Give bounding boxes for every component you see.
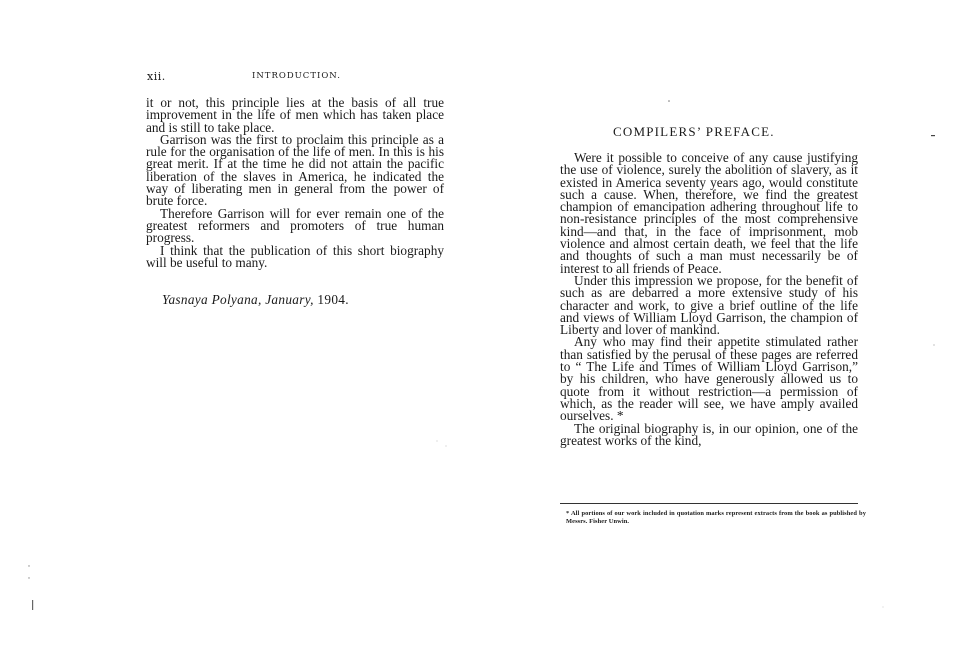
left-body-text xyxy=(146,97,444,269)
running-head-title: INTRODUCTION. xyxy=(252,71,341,81)
footnote: * All portions of our work included in quotation marks represent extracts from the book as published by Messrs. Fisher Unwin. xyxy=(566,510,866,525)
paragraph: Garrison was the first to proclaim this principle as a rule for the organisation of the life of men. In this is his great merit. If at the time he did not attain the pacific liberation of the slaves in America, he indicated the way of liberating men in general from the power of brute force. xyxy=(146,131,444,209)
right-body-text xyxy=(560,152,858,447)
paragraph: Were it possible to conceive of any cause justifying the use of violence, surely the abolition of slavery, as it existed in America seventy years ago, would constitute such a cause. When, therefore, we find the greatest champion of emancipation adhering throughout life to non-resistance principles of the most comprehensive kind—and that, in the face of imprisonment, mob violence and almost certain death, we feel that the life and thoughts of such a man must necessarily be of interest to all friends of Peace. xyxy=(560,150,858,276)
paragraph: Therefore Garrison will for ever remain one of the greatest reformers and promoters of true human progress. xyxy=(146,205,444,246)
paragraph: Any who may find their appetite stimulated rather than satisfied by the perusal of these pages are referred to “ The Life and Times of William Lloyd Garrison,” by his children, who have generously allowed us to quote from it without restriction—a permission of which, as the reader will see, we have amply availed ourselves. * xyxy=(560,334,858,424)
signoff-place: Yasnaya Polyana, January, xyxy=(162,292,314,307)
signoff xyxy=(162,292,349,308)
signoff-year: 1904. xyxy=(317,292,349,307)
right-page xyxy=(490,0,980,653)
preface-title: COMPILERS’ PREFACE. xyxy=(613,124,775,139)
paragraph: it or not, this principle lies at the basis of all true improvement in the life of men which has taken place and is still to take place. xyxy=(146,95,444,135)
paragraph: I think that the publication of this short biography will be useful to many. xyxy=(146,242,444,270)
page-number: xii. xyxy=(147,70,166,83)
footnote-rule xyxy=(560,503,858,504)
paragraph: The original biography is, in our opinion, one of the greatest works of the kind, xyxy=(560,420,858,448)
paragraph: Under this impression we propose, for the benefit of such as are debarred a more extensive study of his character and work, to give a brief outline of the life and views of William Lloyd Garrison, the champion of Liberty and lover of mankind. xyxy=(560,272,858,338)
